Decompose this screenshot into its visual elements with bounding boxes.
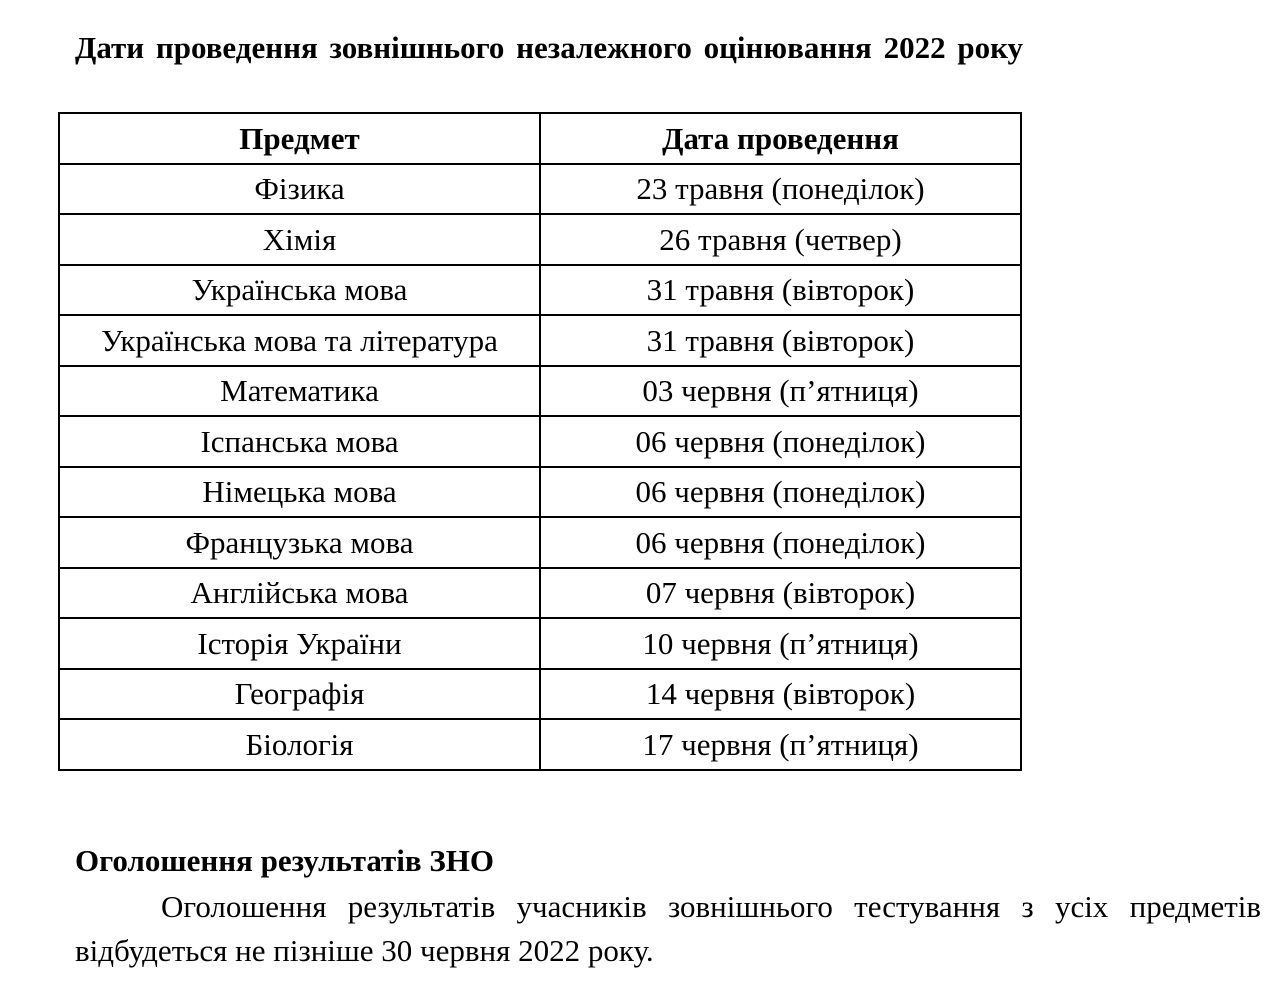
header-date: Дата проведення [540, 113, 1021, 164]
subject-cell: Історія України [59, 618, 540, 669]
subject-cell: Хімія [59, 214, 540, 265]
subject-cell: Іспанська мова [59, 416, 540, 467]
date-cell: 03 червня (п’ятниця) [540, 366, 1021, 417]
table-row [59, 214, 1021, 265]
date-cell: 10 червня (п’ятниця) [540, 618, 1021, 669]
date-cell: 26 травня (четвер) [540, 214, 1021, 265]
date-cell: 06 червня (понеділок) [540, 416, 1021, 467]
date-cell: 07 червня (вівторок) [540, 568, 1021, 619]
subject-cell: Географія [59, 669, 540, 720]
table-header-row [59, 113, 1021, 164]
subject-cell: Англійська мова [59, 568, 540, 619]
subject-cell: Французька мова [59, 517, 540, 568]
table-row [59, 416, 1021, 467]
subject-cell: Українська мова та література [59, 315, 540, 366]
document-title: Дати проведення зовнішнього незалежного оцінювання 2022 року [75, 30, 1023, 65]
subject-cell: Німецька мова [59, 467, 540, 518]
date-cell: 31 травня (вівторок) [540, 265, 1021, 316]
table-row [59, 366, 1021, 417]
exam-schedule-table [58, 112, 1022, 771]
subject-cell: Фізика [59, 164, 540, 215]
table-row [59, 719, 1021, 770]
date-cell: 23 травня (понеділок) [540, 164, 1021, 215]
table-row [59, 164, 1021, 215]
table-row [59, 315, 1021, 366]
date-cell: 31 травня (вівторок) [540, 315, 1021, 366]
table-row [59, 669, 1021, 720]
subject-cell: Українська мова [59, 265, 540, 316]
results-paragraph: Оголошення результатів учасників зовнішнього тестування з усіх предметів відбудеться не пізніше 30 червня 2022 року. [75, 889, 1261, 968]
table-row [59, 568, 1021, 619]
table-row [59, 517, 1021, 568]
table-row [59, 618, 1021, 669]
date-cell: 17 червня (п’ятниця) [540, 719, 1021, 770]
subject-cell: Математика [59, 366, 540, 417]
table-row [59, 467, 1021, 518]
date-cell: 06 червня (понеділок) [540, 467, 1021, 518]
results-heading: Оголошення результатів ЗНО [75, 843, 494, 878]
table-row [59, 265, 1021, 316]
date-cell: 06 червня (понеділок) [540, 517, 1021, 568]
date-cell: 14 червня (вівторок) [540, 669, 1021, 720]
subject-cell: Біологія [59, 719, 540, 770]
header-subject: Предмет [59, 113, 540, 164]
